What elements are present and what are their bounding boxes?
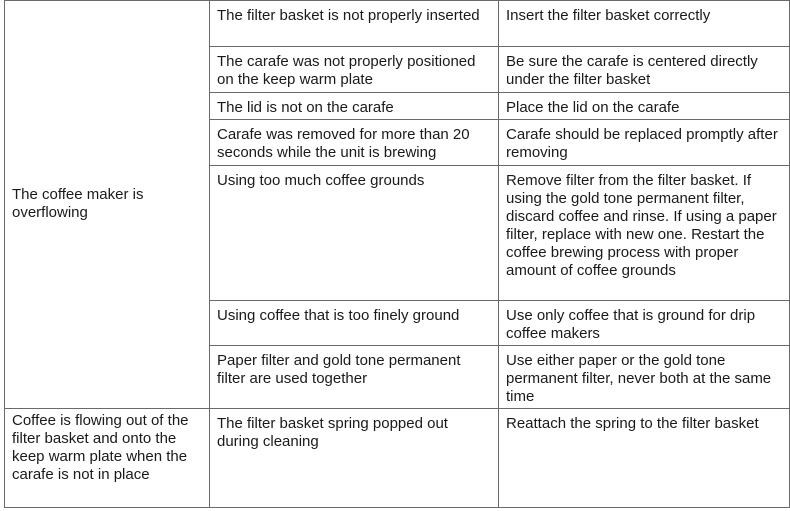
troubleshooting-table [4,0,790,508]
solution-cell: Place the lid on the carafe [499,93,790,120]
cause-cell: Carafe was removed for more than 20 seconds while the unit is brewing [210,120,499,166]
cause-cell: The carafe was not properly positioned on the keep warm plate [210,47,499,93]
cause-cell: Using coffee that is too finely ground [210,301,499,346]
cause-cell: The filter basket is not properly inserted [210,1,499,47]
solution-cell: Insert the filter basket correctly [499,1,790,47]
cause-cell: The filter basket spring popped out during cleaning [210,409,499,508]
solution-cell: Use either paper or the gold tone permanent filter, never both at the same time [499,346,790,409]
solution-cell: Use only coffee that is ground for drip coffee makers [499,301,790,346]
solution-cell: Carafe should be replaced promptly after removing [499,120,790,166]
table-row [5,409,790,508]
table-row [5,1,790,47]
problem-cell: The coffee maker is overflowing [5,1,210,409]
solution-cell: Remove filter from the filter basket. If using the gold tone permanent filter, discard coffee and rinse. If using a paper filter, replace with new one. Restart the coffee brewing process with proper amount of coffee grounds [499,166,790,301]
solution-cell: Be sure the carafe is centered directly under the filter basket [499,47,790,93]
problem-cell: Coffee is flowing out of the filter basket and onto the keep warm plate when the carafe is not in place [5,409,210,508]
solution-cell: Reattach the spring to the filter basket [499,409,790,508]
cause-cell: Paper filter and gold tone permanent filter are used together [210,346,499,409]
cause-cell: Using too much coffee grounds [210,166,499,301]
cause-cell: The lid is not on the carafe [210,93,499,120]
